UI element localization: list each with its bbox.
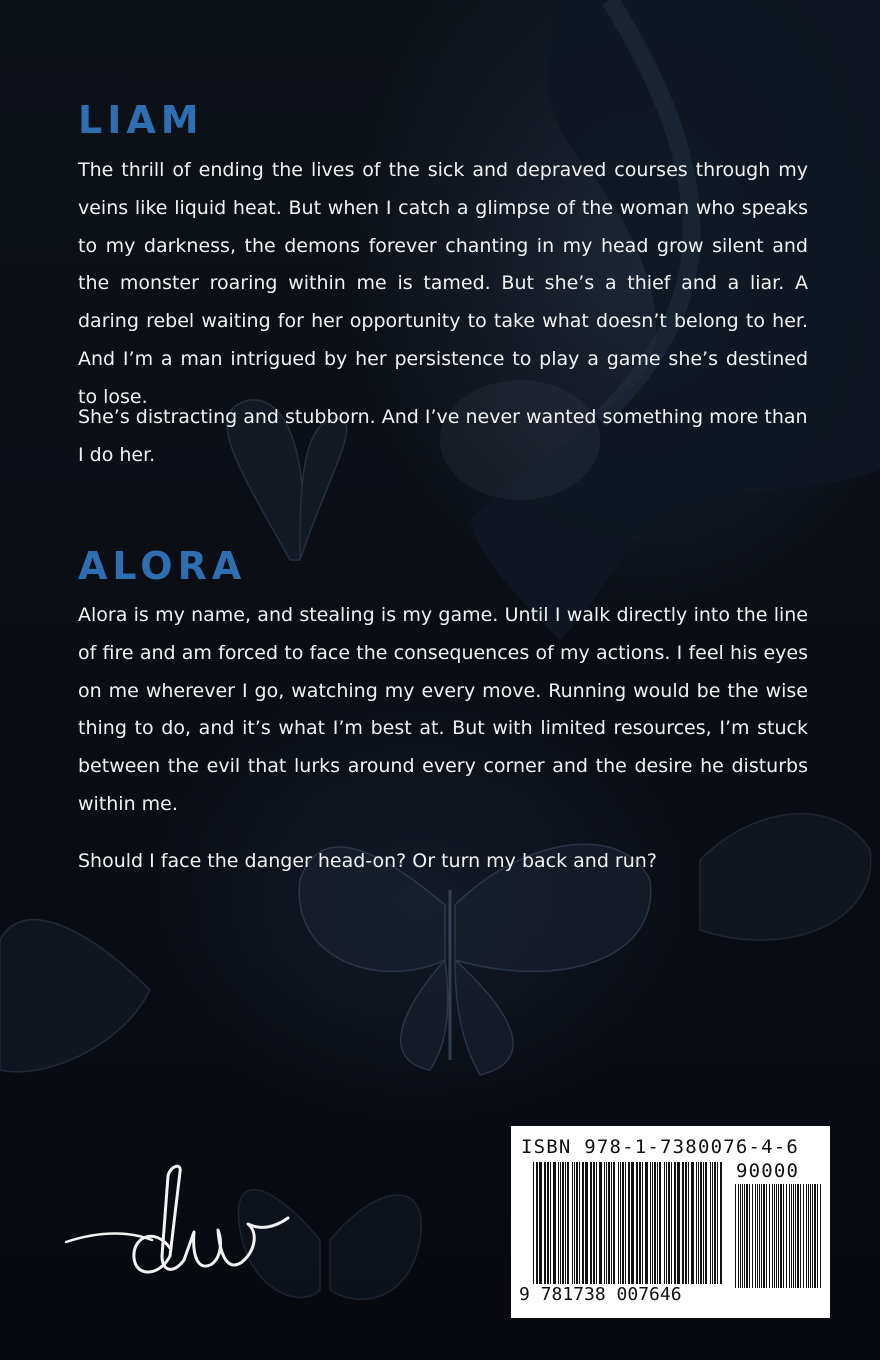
barcode-bar [810,1184,811,1288]
barcode-bar [774,1184,775,1288]
barcode-bar [778,1184,779,1288]
barcode-bar [763,1184,765,1288]
barcode-bar [547,1162,549,1284]
barcode-bar [738,1184,739,1288]
barcode-bar [797,1184,799,1288]
barcode-bar [604,1162,605,1284]
barcode-bar [752,1184,753,1288]
barcode-bar [558,1162,559,1284]
barcode-bar [539,1162,542,1284]
barcode-bar [720,1162,722,1284]
barcode-bar [749,1184,750,1288]
barcode-bar [611,1162,612,1284]
isbn-barcode [511,1126,830,1318]
barcode-bar [562,1162,564,1284]
barcode-bar [757,1184,758,1288]
barcode-bar [759,1184,760,1288]
barcode-bar [677,1162,680,1284]
barcode-bar [625,1162,626,1284]
barcode-bar [590,1162,592,1284]
barcode-bar [808,1184,809,1288]
alora-paragraph-1: Alora is my name, and stealing is my game. Until I walk directly into the line of fire and am forced to face the consequences of my actions. I feel his eyes on me wherever I go, watching my every move. Running would be the wise thing to do, and it’s what I’m best at. But with limited resources, I’m stuck between the evil that lurks around every corner and the desire he disturbs within me. [78,604,808,815]
barcode-bar [806,1184,807,1288]
barcode-bar [698,1162,699,1284]
barcode-bar [659,1162,661,1284]
barcode-bar [793,1184,794,1288]
barcode-bar [776,1184,777,1288]
barcode-bar [657,1162,658,1284]
barcode-bar [576,1162,578,1284]
barcode-bar [803,1184,804,1288]
publisher-logo [62,1160,302,1300]
barcode-bar [666,1162,667,1284]
barcode-bar [786,1184,787,1288]
alora-paragraph-2: Should I face the danger head-on? Or turn my back and run? [78,850,657,872]
barcode-bar [712,1162,713,1284]
barcode-bar [650,1162,651,1284]
barcode-bar [631,1162,634,1284]
barcode-bar [536,1162,538,1284]
barcode-bar [703,1162,704,1284]
barcode-bar [544,1162,546,1284]
barcode-bar [654,1162,656,1284]
barcode-bar [682,1162,684,1284]
barcode-bar [664,1162,665,1284]
barcode-bar [618,1162,619,1284]
barcode-bar [746,1184,748,1288]
barcode-bar [642,1162,643,1284]
barcode-bar [800,1184,801,1288]
barcode-bar [685,1162,687,1284]
butterfly-left [0,920,150,1072]
barcode-bar [795,1184,796,1288]
barcode-bar [812,1184,813,1288]
barcode-bar [705,1162,707,1284]
barcode-bar [780,1184,782,1288]
barcode-bar [783,1184,784,1288]
barcode-bar [639,1162,641,1284]
barcode-bar [791,1184,792,1288]
barcode-bar [769,1184,770,1288]
barcode-bar [772,1184,773,1288]
barcode-bar [789,1184,790,1288]
barcode-bar [593,1162,595,1284]
barcode-bar [691,1162,694,1284]
barcode-bar [742,1184,743,1288]
barcode-bar [533,1162,534,1284]
barcode-bar [700,1162,702,1284]
barcode-bar [817,1184,818,1288]
barcode-bar [636,1162,638,1284]
barcode-bar [820,1184,821,1288]
barcode-bar [645,1162,648,1284]
barcode-bar [572,1162,573,1284]
barcode-bar [755,1184,756,1288]
barcode-bar [560,1162,561,1284]
isbn-number: ISBN 978-1-7380076-4-6 [521,1136,800,1158]
price-code: 90000 [736,1160,800,1182]
barcode-bar [735,1184,736,1288]
barcode-bar [668,1162,670,1284]
barcode-bar [574,1162,575,1284]
barcode-bar [696,1162,697,1284]
barcode-bar [550,1162,551,1284]
liam-paragraph-2: She’s distracting and stubborn. And I’ve never wanted something more than I do her. [78,406,808,466]
barcode-bar [620,1162,621,1284]
barcode-bar [622,1162,624,1284]
barcode-bar [599,1162,602,1284]
barcode-bar [674,1162,676,1284]
barcode-bar [744,1184,745,1288]
barcode-bar [596,1162,597,1284]
liam-paragraph-1: The thrill of ending the lives of the sick and depraved courses through my veins like liquid heat. But when I catch a glimpse of the woman who speaks to my darkness, the demons forever chanting in my head grow silent and the monster roaring within me is tamed. But she’s a thief and a liar. A daring rebel waiting for her opportunity to take what doesn’t belong to her. And I’m a man intrigued by her persistence to play a game she’s destined to lose. [78,159,808,408]
barcode-bar [579,1162,580,1284]
barcode-bar [671,1162,672,1284]
barcode-digits: 9 781738 007646 [519,1284,682,1305]
barcode-bar [606,1162,607,1284]
section-heading-alora: ALORA [78,544,247,588]
barcode-bar [766,1184,767,1288]
barcode-bar [582,1162,584,1284]
section-heading-liam: LIAM [78,98,204,142]
barcode-bar [688,1162,689,1284]
barcode-bar [628,1162,630,1284]
barcode-bar [553,1162,556,1284]
barcode-bar [613,1162,615,1284]
barcode-bar [761,1184,762,1288]
barcode-bar [585,1162,588,1284]
barcode-bar [652,1162,653,1284]
barcode-bar [567,1162,569,1284]
barcode-bar [710,1162,711,1284]
barcode-bar [740,1184,741,1288]
barcode-bar [814,1184,816,1288]
barcode-bar [714,1162,716,1284]
barcode-bar [565,1162,566,1284]
barcode-bar [608,1162,610,1284]
barcode-bar [717,1162,718,1284]
